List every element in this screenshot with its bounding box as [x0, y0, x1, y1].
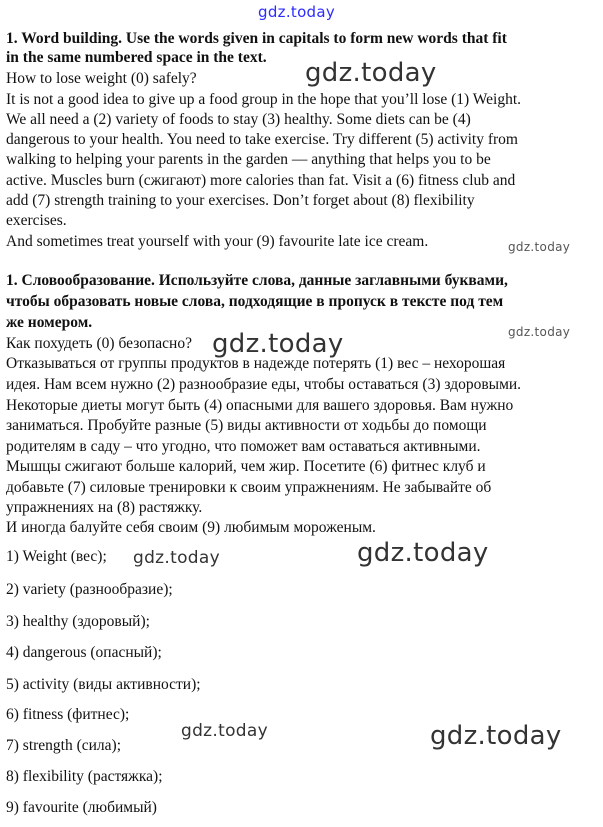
russian-line-5: заниматься. Пробуйте разные (5) виды активности от ходьбы до помощи — [6, 417, 487, 434]
answer-1: 1) Weight (вес); — [6, 548, 107, 565]
watermark-5: gdz.today — [133, 548, 220, 568]
answer-2: 2) variety (разнообразие); — [6, 581, 173, 598]
answer-4: 4) dangerous (опасный); — [6, 644, 162, 661]
russian-line-1: Как похудеть (0) безопасно? — [6, 335, 192, 352]
russian-heading-line-2: чтобы образовать новые слова, подходящие в пропуск в тексте под тем — [6, 293, 504, 310]
russian-heading-line-3: же номером. — [6, 314, 93, 331]
russian-line-7: Мышцы сжигают больше калорий, чем жир. Посетите (6) фитнес клуб и — [6, 458, 486, 475]
english-line-8: exercises. — [6, 212, 67, 229]
watermark-4: gdz.today — [212, 329, 344, 359]
english-line-7: add (7) strength training to your exercises. Don’t forget about (8) flexibility — [6, 192, 475, 209]
russian-line-2: Отказываться от группы продуктов в надежде потерять (1) вес – нехорошая — [6, 355, 506, 372]
watermark-8: gdz.today — [430, 721, 562, 751]
english-line-3: We all need a (2) variety of foods to stay (3) healthy. Some diets can be (4) — [6, 111, 471, 128]
answer-9: 9) favourite (любимый) — [6, 799, 157, 816]
english-line-5: walking to helping your parents in the garden — anything that helps you to be — [6, 151, 491, 168]
answer-5: 5) activity (виды активности); — [6, 676, 201, 693]
answer-3: 3) healthy (здоровый); — [6, 613, 150, 630]
watermark-6: gdz.today — [357, 538, 489, 568]
english-line-6: active. Muscles burn (сжигают) more calories than fat. Visit a (6) fitness club and — [6, 172, 516, 189]
english-heading-line-2: in the same numbered space in the text. — [6, 49, 267, 66]
answer-6: 6) fitness (фитнес); — [6, 706, 130, 723]
english-line-1: How to lose weight (0) safely? — [6, 70, 197, 87]
watermark-7: gdz.today — [181, 721, 268, 741]
watermark-1: gdz.today — [305, 58, 437, 88]
english-line-9: And sometimes treat yourself with your (9) favourite late ice cream. — [6, 233, 429, 250]
russian-heading-line-1: 1. Словообразование. Используйте слова, данные заглавными буквами, — [6, 272, 508, 289]
watermark-3: gdz.today — [508, 325, 571, 339]
english-line-2: It is not a good idea to give up a food group in the hope that you’ll lose (1) Weight. — [6, 91, 522, 108]
watermark-top: gdz.today — [258, 3, 336, 21]
english-heading-line-1: 1. Word building. Use the words given in capitals to form new words that fit — [6, 30, 507, 47]
english-line-4: dangerous to your health. You need to take exercise. Try different (5) activity from — [6, 131, 518, 148]
russian-line-8: добавьте (7) силовые тренировки к своим упражнениям. Не забывайте об — [6, 479, 492, 496]
russian-line-9: упражнениях на (8) растяжку. — [6, 499, 203, 516]
answer-8: 8) flexibility (растяжка); — [6, 768, 163, 785]
russian-line-4: Некоторые диеты могут быть (4) опасными для вашего здоровья. Вам нужно — [6, 397, 514, 414]
russian-line-3: идея. Нам всем нужно (2) разнообразие еды, чтобы оставаться (3) здоровыми. — [6, 376, 522, 393]
answer-7: 7) strength (сила); — [6, 737, 122, 754]
russian-line-6: родителям в саду – что угодно, что поможет вам оставаться активными. — [6, 438, 481, 455]
watermark-2: gdz.today — [508, 240, 571, 254]
russian-line-10: И иногда балуйте себя своим (9) любимым мороженым. — [6, 519, 376, 536]
